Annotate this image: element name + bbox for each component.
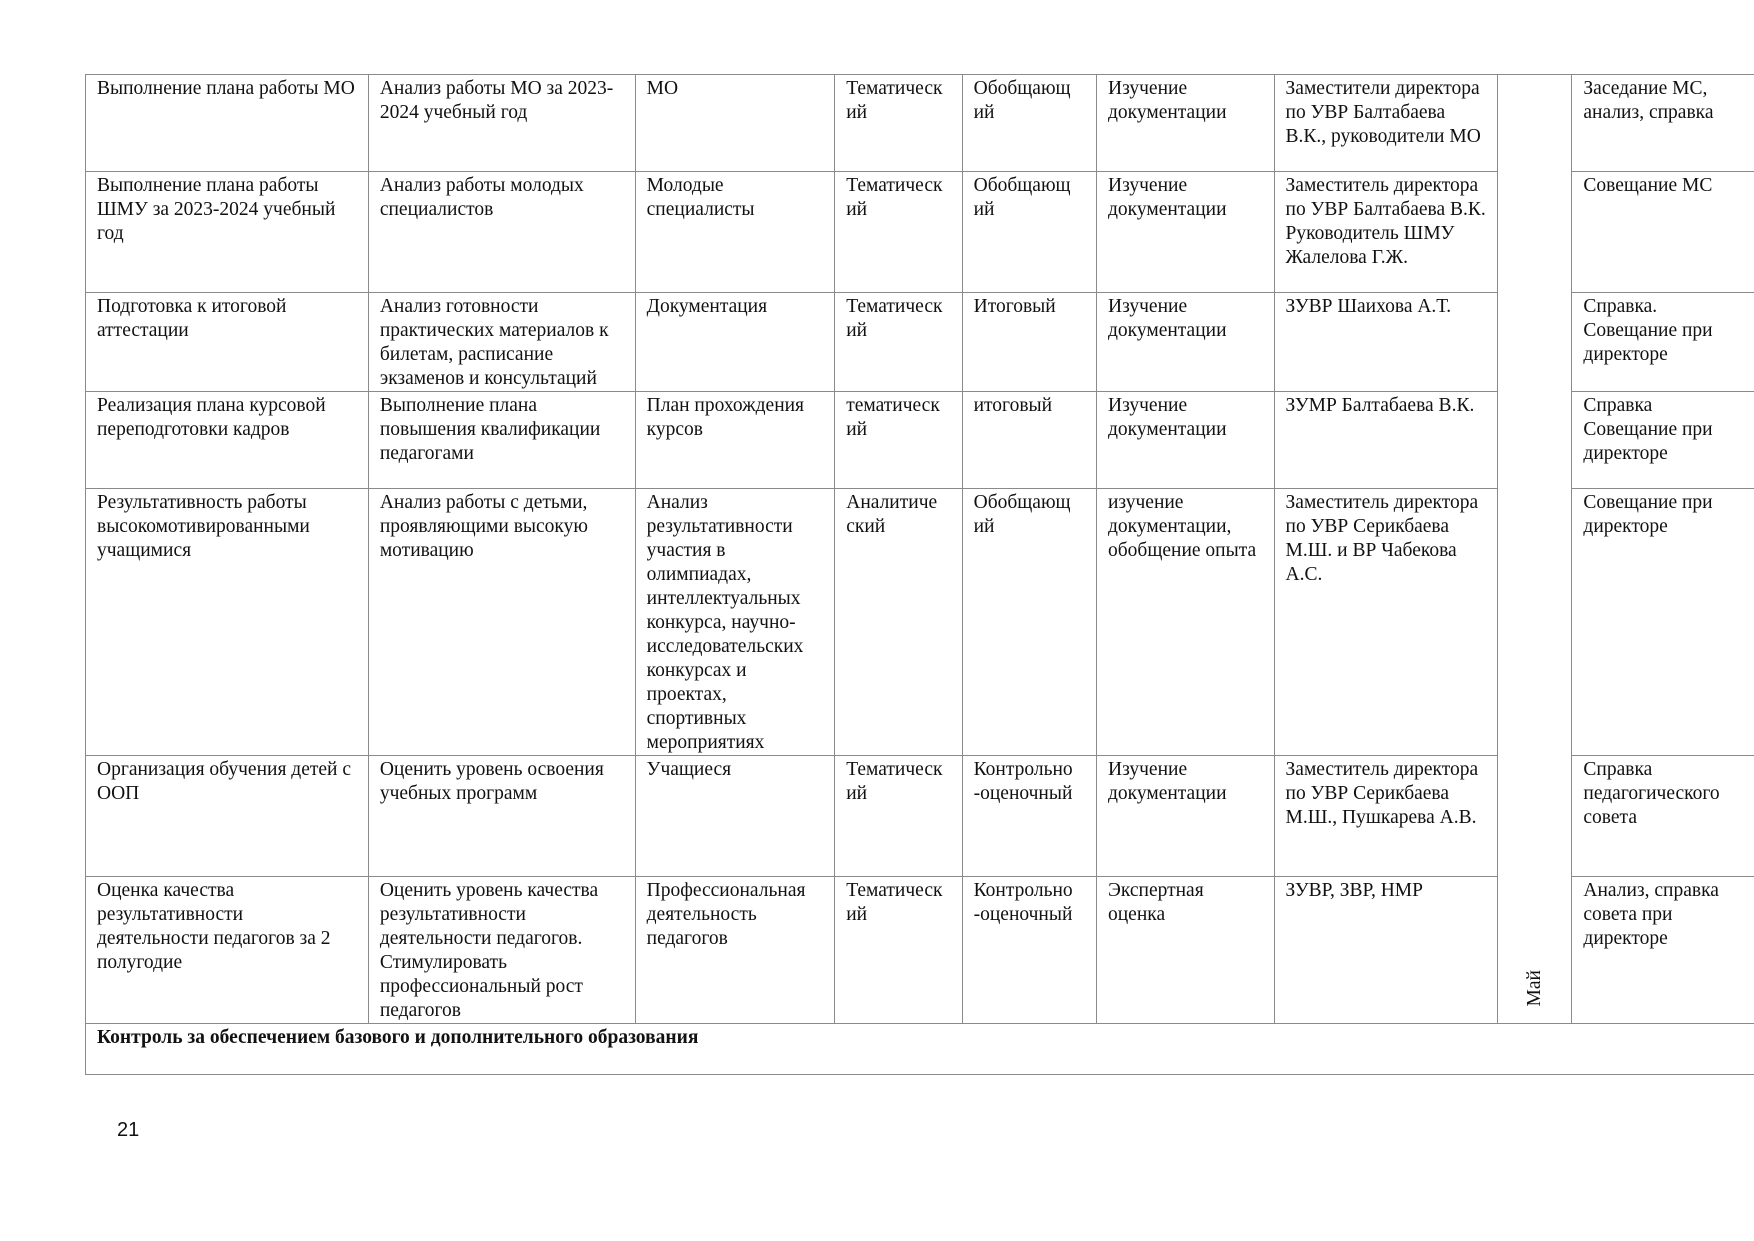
cell-control-form: Обобщающ ий [962,75,1096,172]
section-heading: Контроль за обеспечением базового и дополнительного образования [86,1024,1754,1075]
cell-responsible: ЗУВР Шаихова А.Т. [1274,293,1498,392]
table-row [86,75,1754,172]
cell-responsible: Заместители директора по УВР Балтабаева В.К., руководители МО [1274,75,1498,172]
cell-object: План прохождения курсов [635,392,835,489]
cell-result: Совещание МС [1572,172,1754,293]
month-label: Май [1523,969,1545,1006]
cell-method: Изучение документации [1097,392,1275,489]
cell-object: Молодые специалисты [635,172,835,293]
cell-goal: Анализ работы молодых специалистов [368,172,635,293]
cell-control-form: Итоговый [962,293,1096,392]
cell-goal: Выполнение плана повышения квалификации педагогами [368,392,635,489]
cell-result: Анализ, справка совета при директоре [1572,877,1754,1024]
cell-topic: Выполнение плана работы МО [86,75,369,172]
cell-responsible: Заместитель директора по УВР Серикбаева М.Ш., Пушкарева А.В. [1274,756,1498,877]
cell-control-form: Контрольно -оценочный [962,756,1096,877]
cell-control-form: итоговый [962,392,1096,489]
cell-control-form: Обобщающ ий [962,489,1096,756]
cell-method: Изучение документации [1097,756,1275,877]
cell-object: МО [635,75,835,172]
cell-object: Анализ результативности участия в олимпиадах, интеллектуальных конкурса, научно-исследовательских конкурсах и проектах, спортивных мероприятиях [635,489,835,756]
cell-object: Документация [635,293,835,392]
cell-topic: Результативность работы высокомотивированными учащимися [86,489,369,756]
cell-control-type: Аналитиче ский [835,489,962,756]
cell-method: Экспертная оценка [1097,877,1275,1024]
page-number: 21 [117,1119,140,1141]
cell-result: Справка. Совещание при директоре [1572,293,1754,392]
cell-result: Заседание МС, анализ, справка [1572,75,1754,172]
cell-control-type: Тематическ ий [835,293,962,392]
cell-control-type: Тематическ ий [835,756,962,877]
cell-responsible: ЗУВР, ЗВР, НМР [1274,877,1498,1024]
cell-control-type: Тематическ ий [835,75,962,172]
cell-topic: Подготовка к итоговой аттестации [86,293,369,392]
cell-responsible: Заместитель директора по УВР Балтабаева В.К. Руководитель ШМУ Жалелова Г.Ж. [1274,172,1498,293]
cell-result: Совещание при директоре [1572,489,1754,756]
cell-goal: Оценить уровень освоения учебных программ [368,756,635,877]
cell-control-type: тематическ ий [835,392,962,489]
cell-responsible: Заместитель директора по УВР Серикбаева М.Ш. и ВР Чабекова А.С. [1274,489,1498,756]
cell-method: Изучение документации [1097,293,1275,392]
cell-goal: Оценить уровень качества результативности деятельности педагогов. Стимулировать профессиональный рост педагогов [368,877,635,1024]
cell-topic: Организация обучения детей с ООП [86,756,369,877]
cell-result: Справка Совещание при директоре [1572,392,1754,489]
cell-control-type: Тематическ ий [835,877,962,1024]
cell-method: Изучение документации [1097,75,1275,172]
cell-control-form: Обобщающ ий [962,172,1096,293]
cell-responsible: ЗУМР Балтабаева В.К. [1274,392,1498,489]
table-body [86,75,1754,1075]
cell-goal: Анализ работы с детьми, проявляющими высокую мотивацию [368,489,635,756]
cell-method: изучение документации, обобщение опыта [1097,489,1275,756]
cell-object: Учащиеся [635,756,835,877]
cell-result: Справка педагогического совета [1572,756,1754,877]
cell-topic: Реализация плана курсовой переподготовки кадров [86,392,369,489]
cell-goal: Анализ работы МО за 2023-2024 учебный год [368,75,635,172]
cell-topic: Оценка качества результативности деятельности педагогов за 2 полугодие [86,877,369,1024]
cell-method: Изучение документации [1097,172,1275,293]
cell-control-form: Контрольно -оценочный [962,877,1096,1024]
control-plan-table [85,74,1754,1075]
section-row [86,1024,1754,1075]
cell-topic: Выполнение плана работы ШМУ за 2023-2024 учебный год [86,172,369,293]
cell-object: Профессиональная деятельность педагогов [635,877,835,1024]
cell-control-type: Тематическ ий [835,172,962,293]
cell-goal: Анализ готовности практических материалов к билетам, расписание экзаменов и консультаций [368,293,635,392]
cell-month [1498,75,1572,1024]
